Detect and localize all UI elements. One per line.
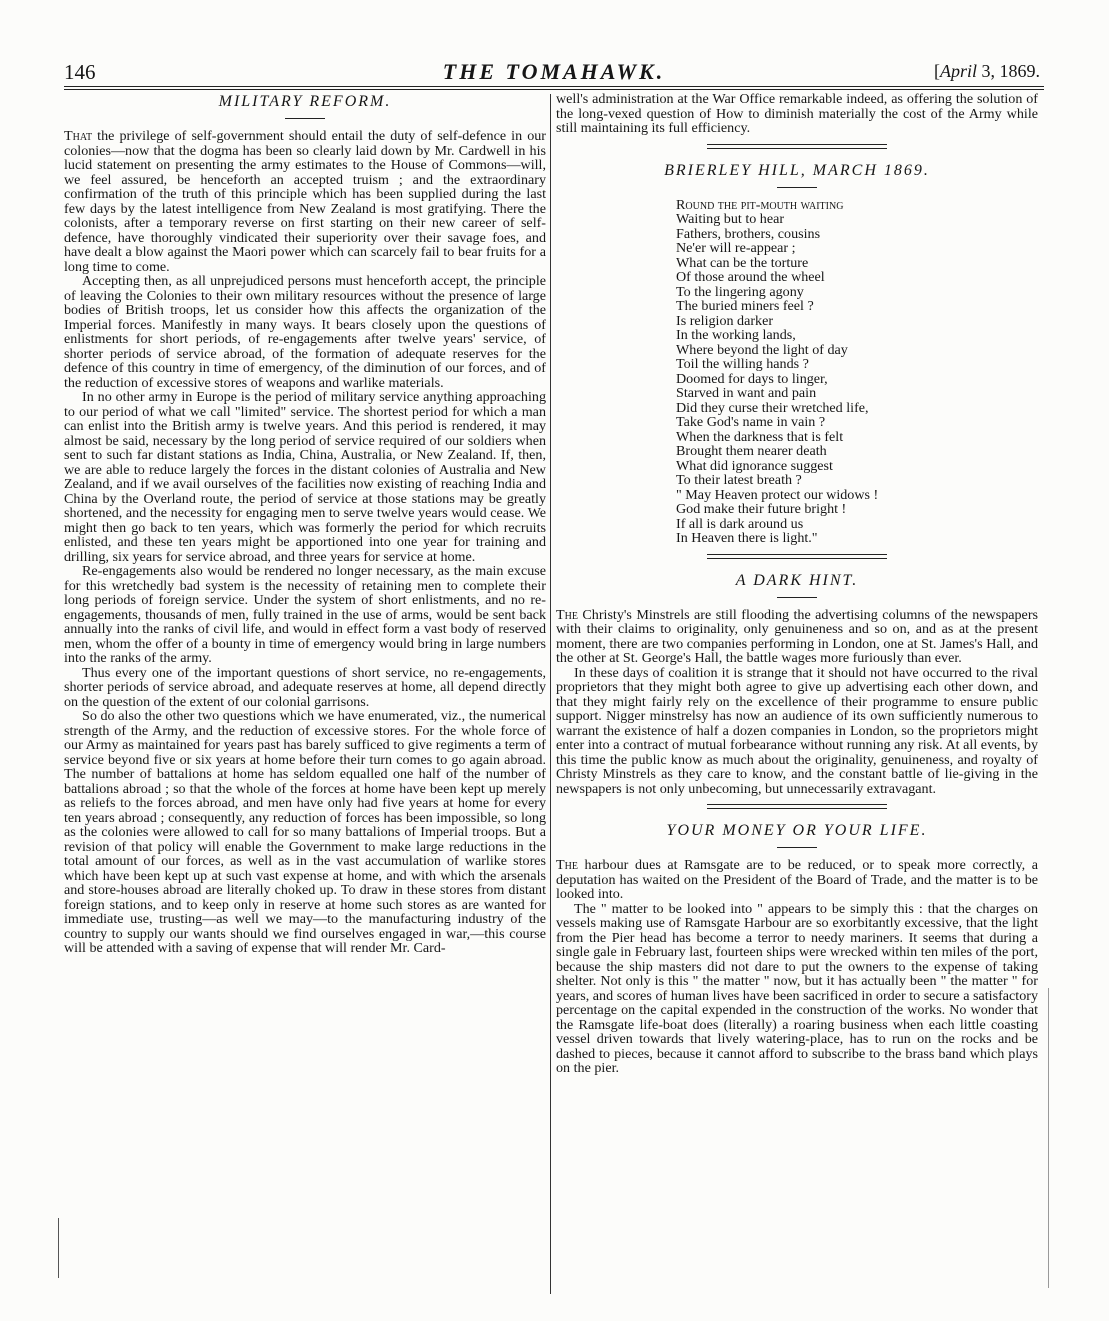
poem <box>676 198 1038 546</box>
poem-line: Take God's name in vain ? <box>676 414 826 430</box>
poem-line: When the darkness that is felt <box>676 428 844 445</box>
article-title-your-money: YOUR MONEY OR YOUR LIFE. <box>666 822 928 839</box>
article-paragraph: Accepting then, as all unprejudiced persons must henceforth accept, the principle of leaving the Colonies to their own military resources without the presence of large bodies of British troops, let us consider how this affects the organization of the Imperial forces. Manifestly in many ways. It bears closely upon the questions of enlistments for short periods, of re-engagements after twelve years' service, of shorter periods of service abroad, of the formation of adequate reserves for the defence of this country in time of emergency, of the diminution of our forces, and of the reduction of excessive stores of weapons and warlike materials. <box>64 273 546 391</box>
poem-line: Round the pit-mouth waiting <box>676 196 844 213</box>
poem-line: Brought them nearer death <box>676 443 827 459</box>
poem-line: To the lingering agony <box>676 283 804 300</box>
poem-line: Waiting but to hear <box>676 211 785 227</box>
title-rule <box>777 847 817 848</box>
poem-line: Toil the willing hands ? <box>676 356 809 372</box>
article-paragraph: In these days of coalition it is strange that it should not have occurred to the rival proprietors that they might both agree to give up advertising each other down, and that they might fairly rely on the excellence of their programme to ensure public support. Nigger minstrelsy has now an audience of its own sufficiently numerous to warrant the existence of half a dozen companies in London, so the proprietors might enter into a contract of mutual forbearance without running any risk. At all events, by this time the public know as much about the originality, genuineness, and royalty of Christy Minstrels as they care to know, and the constant battle of lie-giving in the newspapers is not only unbecoming, but unnecessarily extravagant. <box>556 664 1038 797</box>
poem-line: " May Heaven protect our widows ! <box>676 486 879 503</box>
poem-line: Is religion darker <box>676 312 774 329</box>
article-title-brierley-hill: BRIERLEY HILL, MARCH 1869. <box>664 161 930 179</box>
article-paragraph: That the privilege of self-government should entail the duty of self-defence in our colonies—now that the dogma has been so clearly laid down by Mr. Cardwell in his lucid statement on presenting the army estimates to the House of Commons—will, we feel assured, be henceforth an accepted truism ; and the extraordinary confirmation of the truth of this principle which has been supplied during the last few days by the latest intelligence from New Zealand is most gratifying. There the colonists, after a temporary reverse on first starting on their new career of self-defence, have thoroughly vindicated their superiority over their savage foes, and have dealt a blow against the Maori power which can scarcely fail to bear fruits for a long time to come. <box>64 128 546 275</box>
newspaper-page <box>64 58 1044 1298</box>
right-column <box>556 92 1038 1076</box>
poem-line: Where beyond the light of day <box>676 341 848 358</box>
issue-date: [April 3, 1869. <box>933 61 1040 81</box>
article-continuation: well's administration at the War Office remarkable indeed, as offering the solution of the long-vexed question of How to diminish materially the cost of the Army while still maintaining its full efficiency. <box>556 91 1038 136</box>
page-header <box>64 58 1044 87</box>
margin-rule-right <box>1048 988 1049 1288</box>
article-paragraph: Thus every one of the important questions of short service, no re-engagements, shorter periods of service abroad, and adequate reserves at home, all depend directly on the question of the extent of our colonial garrisons. <box>64 664 546 710</box>
section-double-rule <box>707 804 887 809</box>
poem-line: To their latest breath ? <box>676 472 802 488</box>
article-paragraph: The " matter to be looked into " appears to be simply this : that the charges on vessels making use of Ramsgate Harbour are so exorbitantly excessive, that the light from the Pier head has become a terror to needy mariners. It seems that during a single gale in February last, fourteen ships were wrecked within ten miles of the port, because the ship masters did not dare to put the owners to the expense of taking shelter. Not only is this " the matter " now, but it has actually been " the matter " for years, and scores of human lives have been sacrificed in order to secure a satisfactory percentage on the capital expended in the construction of the works. No wonder that the Ramsgate life-boat does (literally) a roaring business when each little coasting vessel driven towards that lively watering-place, has to run on the rocks and be dashed to pieces, because it cannot afford to subscribe to the brass band which plays on the pier. <box>556 900 1038 1076</box>
poem-line: Doomed for days to linger, <box>676 370 828 387</box>
poem-line: What did ignorance suggest <box>676 457 833 474</box>
article-title-military-reform: MILITARY REFORM. <box>218 93 392 110</box>
poem-line: Fathers, brothers, cousins <box>676 225 821 242</box>
article-paragraph: So do also the other two questions which we have enumerated, viz., the numerical strength of the Army, and the reduction of excessive stores. For the whole force of our Army as maintained for years past has barely sufficed to give regiments a term of service beyond five or six years at home before their turn comes to go again abroad. The number of battalions at home has seldom equalled one half of the number of battalions abroad ; so that the whole of the forces at home have been kept up merely as reliefs to the forces abroad, and men have only had five years at home for every ten years abroad ; consequently, any reduction of forces has been impossible, so long as the colonies were allowed to call for so many battalions of Imperial troops. But a revision of that policy will enable the Government to make large reductions in the total amount of our forces, as well as in the vast accumulation of warlike stores which have been kept up at such vast expense at home, and with which the arsenals and store-houses abroad are literally choked up. To draw in these stores from distant foreign stations, and to keep only in reserve at home such stores as are wanted for immediate use, trusting—as well we may—to the manufacturing industry of the country to supply our wants should we find ourselves engaged in war,—this course will be attended with a saving of expense that will render Mr. Card- <box>64 708 546 956</box>
margin-rule-left <box>58 1218 59 1278</box>
page-number: 146 <box>64 60 96 84</box>
article-paragraph: The Christy's Minstrels are still flooding the advertising columns of the newspapers with their claims to originality, only genuineness and so on, and as at the present moment, there are two companies performing in London, one at St. James's Hall, and the other at St. George's Hall, the battle wages more furiously than ever. <box>556 606 1038 666</box>
title-rule <box>285 118 325 119</box>
section-double-rule <box>707 144 887 149</box>
poem-line: Of those around the wheel <box>676 269 825 285</box>
title-rule <box>777 597 817 598</box>
poem-line: In the working lands, <box>676 327 796 343</box>
poem-line: In Heaven there is light." <box>676 530 818 546</box>
column-divider <box>550 94 551 1294</box>
poem-line: The buried miners feel ? <box>676 298 814 314</box>
section-double-rule <box>707 554 887 559</box>
title-rule <box>777 187 817 188</box>
poem-line: Starved in want and pain <box>676 385 817 401</box>
poem-line: Did they curse their wretched life, <box>676 399 869 416</box>
article-paragraph: The harbour dues at Ramsgate are to be reduced, or to speak more correctly, a deputation has waited on the President of the Board of Trade, and the matter is to be looked into. <box>556 857 1038 902</box>
left-column <box>64 92 546 956</box>
poem-line: God make their future bright ! <box>676 501 847 517</box>
poem-line: If all is dark around us <box>676 515 804 532</box>
poem-line: Ne'er will re-appear ; <box>676 240 796 256</box>
masthead: THE TOMAHAWK. <box>442 59 666 84</box>
article-paragraph: In no other army in Europe is the period of military service anything approaching to our period of what we call "limited" service. The shortest period for which a man can enlist into the British army is twelve years. And this period is rendered, it may almost be said, necessary by the long period of service required of our soldiers when sent to such far distant stations as India, China, Australia, or New Zealand. If, then, we are able to reduce largely the forces in the distant colonies of Australia and New Zealand, and if we avail ourselves of the facilities now existing of reaching India and China by the Overland route, the period of service at those stations may be greatly shortened, and the necessity for engaging men to serve twelve years would cease. We might then go back to ten years, which was formerly the period for which recruits enlisted, and these ten years might be apportioned into one year for training and drilling, six years for service abroad, and three years for service at home. <box>64 389 546 565</box>
poem-line: What can be the torture <box>676 254 809 271</box>
article-paragraph: Re-engagements also would be rendered no longer necessary, as the main excuse for this wretchedly bad system is the necessity of retaining men to complete their long periods of foreign service. Under the system of short enlistments, and no re-engagements, thousands of men, fully trained in the use of arms, would be sent back annually into the ranks of civil life, and would in effect form a vast body of reserved men, whom the offer of a bounty in time of emergency would bring in large numbers into the ranks of the army. <box>64 563 546 666</box>
article-title-dark-hint: A DARK HINT. <box>735 571 859 589</box>
